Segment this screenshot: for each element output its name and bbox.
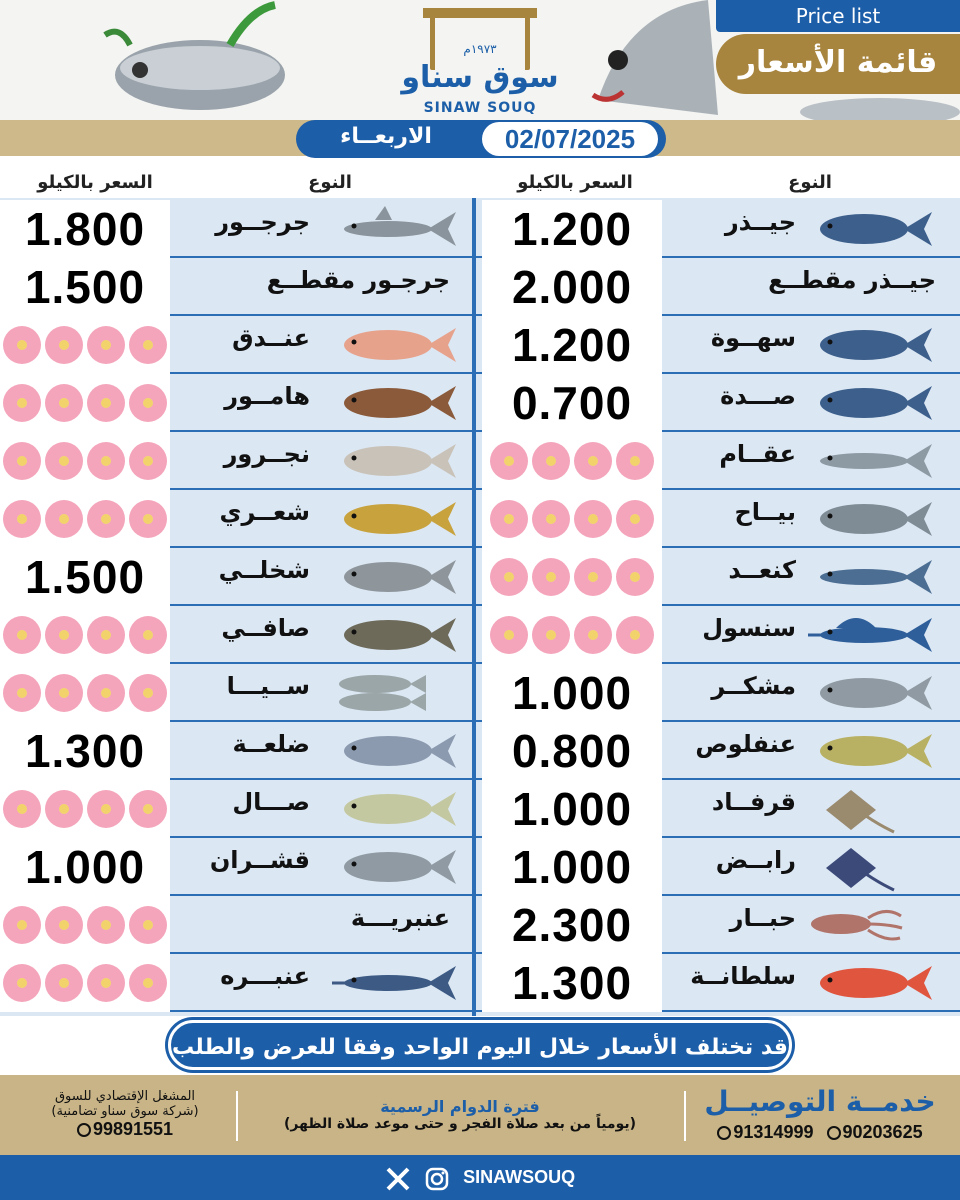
whatsapp-icon [77, 1123, 91, 1137]
flower-icon [87, 384, 125, 422]
date-value: 02/07/2025 [482, 122, 658, 156]
flower-icon [45, 384, 83, 422]
tuna-fish-icon [806, 322, 936, 372]
right-price-header: السعر بالكيلو [517, 172, 633, 193]
table-row [476, 374, 960, 432]
table-row [476, 722, 960, 780]
price-value: 1.300 [24, 725, 146, 777]
fish-name: سنسول [702, 614, 796, 642]
price-cell [482, 664, 662, 722]
flower-icon [87, 964, 125, 1002]
flower-icon [87, 500, 125, 538]
whatsapp-icon [717, 1126, 731, 1140]
flower-icon [3, 616, 41, 654]
fish-name: سلطانــة [690, 962, 796, 990]
price-cell [0, 548, 170, 606]
fish-name: قرفــاد [711, 788, 796, 816]
price-value: 1.000 [24, 841, 146, 893]
ray-fish-icon [806, 786, 896, 838]
table-row [0, 722, 472, 780]
price-cell [482, 954, 662, 1012]
snapper-fish-icon [330, 322, 460, 372]
price-value: 0.700 [511, 377, 633, 429]
flower-icon [532, 500, 570, 538]
price-cell [482, 548, 662, 606]
table-row [0, 432, 472, 490]
flower-icon [490, 558, 528, 596]
price-unavailable-flowers [3, 790, 167, 828]
fish-name: رابــض [715, 846, 796, 874]
social-bar [0, 1155, 960, 1200]
fish-head-decoration-icon [588, 0, 718, 115]
fish-name: عنفلوص [695, 730, 796, 758]
price-cell [482, 258, 662, 316]
price-value: 1.200 [511, 319, 633, 371]
trevally-fish-icon [806, 670, 936, 720]
trevally-fish-icon [330, 844, 460, 894]
sardine-fish-icon [330, 670, 430, 718]
instagram-icon[interactable] [424, 1166, 450, 1192]
fish-name: صافــي [221, 614, 310, 642]
fish-tail-decoration-icon [790, 92, 960, 120]
price-unavailable-flowers [3, 442, 167, 480]
stingray-icon [806, 844, 896, 896]
price-value: 1.800 [24, 203, 146, 255]
right-price-table [476, 198, 960, 1016]
flower-icon [87, 906, 125, 944]
price-disclaimer: قد تختلف الأسعار خلال اليوم الواحد وفقا للعرض والطلب [168, 1020, 792, 1070]
price-list-label-en: Price list [716, 0, 960, 32]
price-cell [0, 432, 170, 490]
herb-decoration-icon [220, 0, 280, 50]
red-mullet-icon [806, 960, 936, 1010]
croaker-fish-icon [330, 438, 460, 488]
sailfish-icon [806, 612, 936, 662]
operator-block [20, 1075, 230, 1155]
header-banner [0, 0, 960, 120]
flower-icon [129, 500, 167, 538]
flower-icon [616, 442, 654, 480]
date-bar [296, 120, 666, 158]
price-cell [0, 316, 170, 374]
table-row [0, 316, 472, 374]
fish-name: شخلــي [218, 556, 310, 584]
table-row [0, 374, 472, 432]
table-row [476, 200, 960, 258]
whatsapp-icon [827, 1126, 841, 1140]
flower-icon [129, 674, 167, 712]
queenfish-icon [330, 728, 460, 778]
fish-name: عقــام [719, 440, 796, 468]
price-cell [482, 722, 662, 780]
fish-name: جيــذر مقطــع [768, 266, 936, 294]
operator-phone [20, 1119, 230, 1140]
price-cell [482, 490, 662, 548]
price-cell [482, 200, 662, 258]
table-row [0, 838, 472, 896]
bream-fish-icon [330, 554, 460, 604]
footer-divider [684, 1091, 686, 1141]
fish-name: هامــور [224, 382, 310, 410]
flower-icon [616, 558, 654, 596]
delivery-block [690, 1075, 950, 1155]
price-unavailable-flowers [490, 616, 654, 654]
price-cell [482, 606, 662, 664]
footer [0, 1075, 960, 1155]
flower-icon [129, 442, 167, 480]
delivery-phones [690, 1122, 950, 1143]
flower-icon [490, 442, 528, 480]
swordfish-icon [330, 960, 460, 1010]
price-value: 1.300 [511, 957, 633, 1009]
flower-icon [3, 442, 41, 480]
fish-name: عنبريـــة [350, 904, 450, 932]
rabbitfish-icon [330, 612, 460, 662]
x-twitter-icon[interactable] [385, 1166, 411, 1192]
table-row [476, 258, 960, 316]
price-cell [0, 722, 170, 780]
price-cell [482, 374, 662, 432]
price-cell [0, 374, 170, 432]
flower-icon [45, 906, 83, 944]
footer-divider [236, 1091, 238, 1141]
tuna-fish-icon [806, 206, 936, 256]
mullet-fish-icon [806, 496, 936, 546]
table-row [0, 200, 472, 258]
kingfish-icon [806, 554, 936, 604]
fish-name: جرجـور مقطــع [266, 266, 450, 294]
table-row [0, 606, 472, 664]
flower-icon [129, 906, 167, 944]
flower-icon [3, 964, 41, 1002]
table-row [0, 258, 472, 316]
fish-name: نجــرور [223, 440, 310, 468]
flower-icon [3, 906, 41, 944]
flower-icon [87, 326, 125, 364]
flower-icon [129, 326, 167, 364]
fish-name: قشــران [209, 846, 310, 874]
table-center-divider [472, 198, 476, 1016]
fish-name: شعــري [219, 498, 310, 526]
fish-name: جرجــور [215, 208, 310, 236]
flower-icon [574, 500, 612, 538]
emperor-fish-icon [330, 496, 460, 546]
fish-icon [806, 728, 936, 778]
price-cell [482, 896, 662, 954]
flower-icon [532, 558, 570, 596]
flower-icon [45, 442, 83, 480]
price-cell [0, 200, 170, 258]
price-unavailable-flowers [490, 442, 654, 480]
fish-name: صـــدة [720, 382, 796, 410]
price-unavailable-flowers [3, 964, 167, 1002]
delivery-phone-2[interactable]: 91314999 [733, 1122, 814, 1142]
table-row [0, 780, 472, 838]
table-row [476, 548, 960, 606]
table-row [476, 838, 960, 896]
price-cell [0, 896, 170, 954]
hours-block [240, 1075, 680, 1155]
flower-icon [616, 500, 654, 538]
fish-name: حبــار [729, 904, 796, 932]
grouper-fish-icon [330, 380, 460, 430]
price-unavailable-flowers [3, 500, 167, 538]
delivery-title: خدمــة التوصيــل [704, 1085, 936, 1118]
price-value: 0.800 [511, 725, 633, 777]
price-unavailable-flowers [3, 674, 167, 712]
price-cell [0, 258, 170, 316]
table-row [0, 548, 472, 606]
flower-icon [3, 790, 41, 828]
price-value: 1.200 [511, 203, 633, 255]
flower-icon [45, 790, 83, 828]
flower-icon [45, 964, 83, 1002]
left-type-header: النوع [308, 172, 352, 193]
right-type-header: النوع [788, 172, 832, 193]
day-name: الاربعــاء [340, 124, 432, 149]
fish-name: بيــاح [734, 498, 796, 526]
flower-icon [45, 674, 83, 712]
flower-icon [574, 558, 612, 596]
price-unavailable-flowers [490, 558, 654, 596]
flower-icon [616, 616, 654, 654]
table-row [476, 780, 960, 838]
price-value: 1.000 [511, 783, 633, 835]
jack-fish-icon [330, 786, 460, 836]
price-value: 2.300 [511, 899, 633, 951]
flower-icon [129, 384, 167, 422]
price-list-label-ar: قائمة الأسعار [716, 34, 960, 94]
price-cell [0, 780, 170, 838]
logo-arabic: سوق سناو [401, 60, 559, 95]
operator-title: المشغل الإقتصادي للسوق [54, 1089, 196, 1104]
left-price-header: السعر بالكيلو [37, 172, 153, 193]
price-unavailable-flowers [3, 906, 167, 944]
flower-icon [45, 326, 83, 364]
logo-year: ١٩٧٣م [463, 42, 497, 56]
table-row [0, 896, 472, 954]
price-cell [0, 954, 170, 1012]
table-row [476, 490, 960, 548]
flower-icon [87, 674, 125, 712]
fish-name: سهــوة [710, 324, 796, 352]
fish-name: كنعــد [728, 556, 796, 584]
price-value: 1.500 [24, 551, 146, 603]
squid-icon [806, 902, 906, 950]
sinaw-souq-logo [385, 8, 575, 118]
price-cell [482, 838, 662, 896]
social-handle[interactable]: SINAWSOUQ [463, 1167, 576, 1187]
barracuda-fish-icon [806, 438, 936, 488]
flower-icon [3, 500, 41, 538]
flower-icon [532, 616, 570, 654]
fish-name: عنبـــره [220, 962, 310, 990]
price-unavailable-flowers [3, 326, 167, 364]
table-row [0, 664, 472, 722]
fish-name: عنــدق [232, 324, 310, 352]
price-unavailable-flowers [3, 616, 167, 654]
flower-icon [490, 616, 528, 654]
flower-icon [532, 442, 570, 480]
delivery-phone-1[interactable]: 90203625 [842, 1122, 923, 1142]
table-row [476, 316, 960, 374]
flower-icon [129, 790, 167, 828]
price-cell [0, 606, 170, 664]
fish-name: ســيـــا [226, 672, 310, 700]
flower-icon [574, 616, 612, 654]
logo-english: SINAW SOUQ [423, 100, 537, 116]
price-cell [482, 432, 662, 490]
fish-name: صـــال [232, 788, 310, 816]
table-row [476, 606, 960, 664]
shark-icon [330, 206, 460, 256]
flower-icon [129, 964, 167, 1002]
table-row [0, 954, 472, 1012]
flower-icon [3, 674, 41, 712]
table-row [476, 954, 960, 1012]
operator-subtitle: (شركة سوق سناو تضامنية) [51, 1104, 199, 1119]
price-unavailable-flowers [490, 500, 654, 538]
flower-icon [87, 790, 125, 828]
hours-text: (يومياً من بعد صلاة الفجر و حتى موعد صلاة الظهر) [283, 1116, 637, 1132]
left-price-table [0, 198, 472, 1016]
flower-icon [87, 442, 125, 480]
price-cell [482, 316, 662, 374]
table-row [476, 432, 960, 490]
price-value: 1.500 [24, 261, 146, 313]
fish-name: ضلعــة [232, 730, 310, 758]
flower-icon [574, 442, 612, 480]
fish-name: مشكــر [711, 672, 796, 700]
flower-icon [87, 616, 125, 654]
price-unavailable-flowers [3, 384, 167, 422]
table-row [476, 664, 960, 722]
price-value: 1.000 [511, 667, 633, 719]
flower-icon [45, 500, 83, 538]
table-row [476, 896, 960, 954]
price-cell [0, 838, 170, 896]
flower-icon [3, 326, 41, 364]
fish-name: جيــذر [724, 208, 796, 236]
operator-phone-number[interactable]: 99891551 [92, 1119, 174, 1139]
flower-icon [3, 384, 41, 422]
flower-icon [45, 616, 83, 654]
tuna-fish-icon [806, 380, 936, 430]
flower-icon [129, 616, 167, 654]
hours-title: فترة الدوام الرسمية [380, 1097, 540, 1116]
price-value: 2.000 [511, 261, 633, 313]
price-cell [0, 490, 170, 548]
price-value: 1.000 [511, 841, 633, 893]
price-cell [0, 664, 170, 722]
flower-icon [490, 500, 528, 538]
price-cell [482, 780, 662, 838]
table-row [0, 490, 472, 548]
